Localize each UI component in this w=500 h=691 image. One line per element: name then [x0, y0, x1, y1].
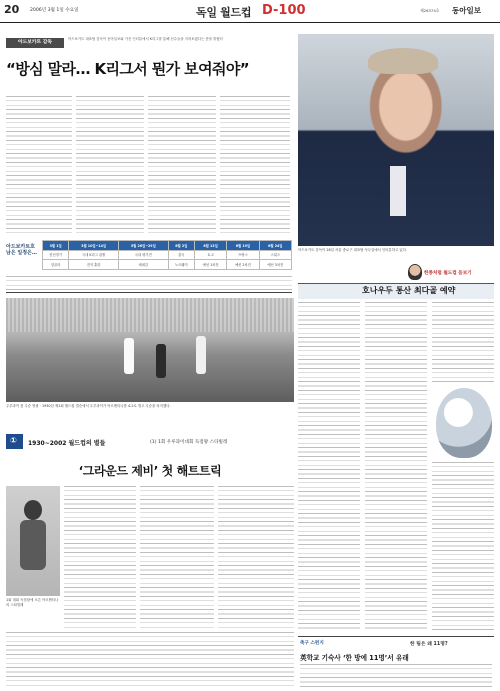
top-story-deck: 아드보카트 대표팀 감독이 동아일보와 가진 인터뷰에서 K리그를 통해 선수들을 지켜보겠다는 뜻을 밝혔다 — [68, 37, 223, 41]
quiz-label: 축구 스펀지 — [300, 641, 324, 646]
series-number: ① — [10, 436, 17, 445]
history-photo-player — [196, 336, 206, 374]
banner-title: 독일 월드컵 — [196, 6, 252, 19]
history-headline: ‘그라운드 제비’ 첫 해트트릭 — [78, 464, 222, 478]
top-story-headline: “방심 말라… K리그서 뭔가 보여줘야” — [6, 60, 250, 78]
history-photo-crowd — [6, 298, 294, 332]
schedule-cell: 노르웨이 — [168, 260, 194, 270]
column-body-col-3 — [432, 302, 494, 384]
history-body-col-3 — [218, 486, 294, 630]
column-body-col-1 — [298, 302, 360, 630]
issue-number: 제26374호 — [420, 8, 440, 13]
coach-hair — [368, 48, 438, 74]
schedule-date: 6월 2일 — [168, 241, 194, 251]
schedule-cell: 친선경기 — [43, 250, 69, 260]
quiz-divider — [298, 636, 494, 637]
column-body-col-2 — [365, 302, 427, 630]
schedule-date: 6월 13일 — [194, 241, 226, 251]
schedule-cell: 예선 1차전 — [194, 260, 226, 270]
masthead: 동아일보 — [452, 6, 481, 15]
column-headline: 호나우두 통산 최다골 예약 — [362, 286, 456, 295]
ball-illustration — [436, 388, 492, 458]
coach-photo-caption: 아드보카트 감독이 28일 서울 종로구 대표팀 사무실에서 인터뷰하고 있다. — [298, 248, 407, 252]
quiz-body-text — [300, 664, 492, 688]
schedule-cell: 스위스 — [259, 250, 291, 260]
issue-date: 2006년 3월 1일 수요일 — [30, 8, 79, 13]
schedule-cell: 앙골라 — [43, 260, 69, 270]
history-body-col-1 — [64, 486, 136, 630]
schedule-cell: 출국 — [168, 250, 194, 260]
player-figure — [24, 500, 42, 520]
top-story-body-col-1 — [6, 96, 72, 236]
schedule-date: 5월 26일~29일 — [118, 241, 168, 251]
history-body-col-2 — [140, 486, 214, 630]
schedule-date: 3월 10일~14일 — [69, 241, 119, 251]
series-title: 1930~2002 월드컵의 별들 — [28, 440, 106, 447]
schedule-cell: 프랑스 — [227, 250, 259, 260]
section-divider — [6, 292, 292, 293]
schedule-cell: 토고 — [194, 250, 226, 260]
quiz-headline: 英학교 기숙사 ‘한 방에 11명’서 유래 — [300, 654, 409, 662]
page-number: 20 — [4, 3, 20, 16]
schedule-cell: 예선 2차전 — [227, 260, 259, 270]
columnist-avatar — [408, 264, 422, 280]
schedule-cell: 국내 평가전 — [118, 250, 168, 260]
column-body-col-3b — [432, 462, 494, 630]
schedule-date: 6월 19일 — [227, 241, 259, 251]
schedule-cell: 전지 훈련 — [69, 260, 119, 270]
top-story-body-col-4 — [220, 96, 290, 236]
schedule-sidebar-label: 아드보카트호 남은 일정은… — [6, 244, 37, 257]
history-photo — [6, 298, 294, 402]
schedule-cell: 세네갈 — [118, 260, 168, 270]
quiz-question: 한 팀은 왜 11명? — [410, 642, 448, 647]
series-tag: (1) 1회 우루과이대회 득점왕 스타빌레 — [150, 440, 228, 445]
history-footer-text — [6, 632, 294, 688]
schedule-date: 3월 1일 — [43, 241, 69, 251]
player-photo-caption: 1회 대회 득점왕에 오른 아르헨티나의 스타빌레 — [6, 598, 59, 607]
top-story-body-col-3 — [148, 96, 216, 236]
countdown-label: D-100 — [262, 3, 306, 18]
coach-photo — [298, 34, 494, 246]
coach-shirt-collar — [378, 166, 418, 216]
history-photo-player — [156, 344, 166, 378]
history-photo-player — [124, 338, 134, 374]
history-photo-caption: 우루과이 첫 우승 영광 · 1930년 제1회 월드컵 결승에서 우루과이가 아르헨티나를 4-2로 꺾고 우승을 차지했다. — [6, 404, 171, 408]
column-label: 한종처럼 월드컵 돋보기 — [424, 271, 472, 276]
top-story-body-col-2 — [76, 96, 144, 236]
schedule-cell: 예선 3차전 — [259, 260, 291, 270]
schedule-date: 6월 24일 — [259, 241, 291, 251]
page-header — [0, 0, 500, 23]
top-story-continuation — [6, 276, 292, 290]
schedule-table — [42, 240, 292, 270]
top-story-kicker: 아드보카트 감독 — [6, 38, 64, 48]
player-photo — [6, 486, 60, 596]
player-figure — [20, 520, 46, 570]
schedule-cell: 국내 K리그 관찰 — [69, 250, 119, 260]
